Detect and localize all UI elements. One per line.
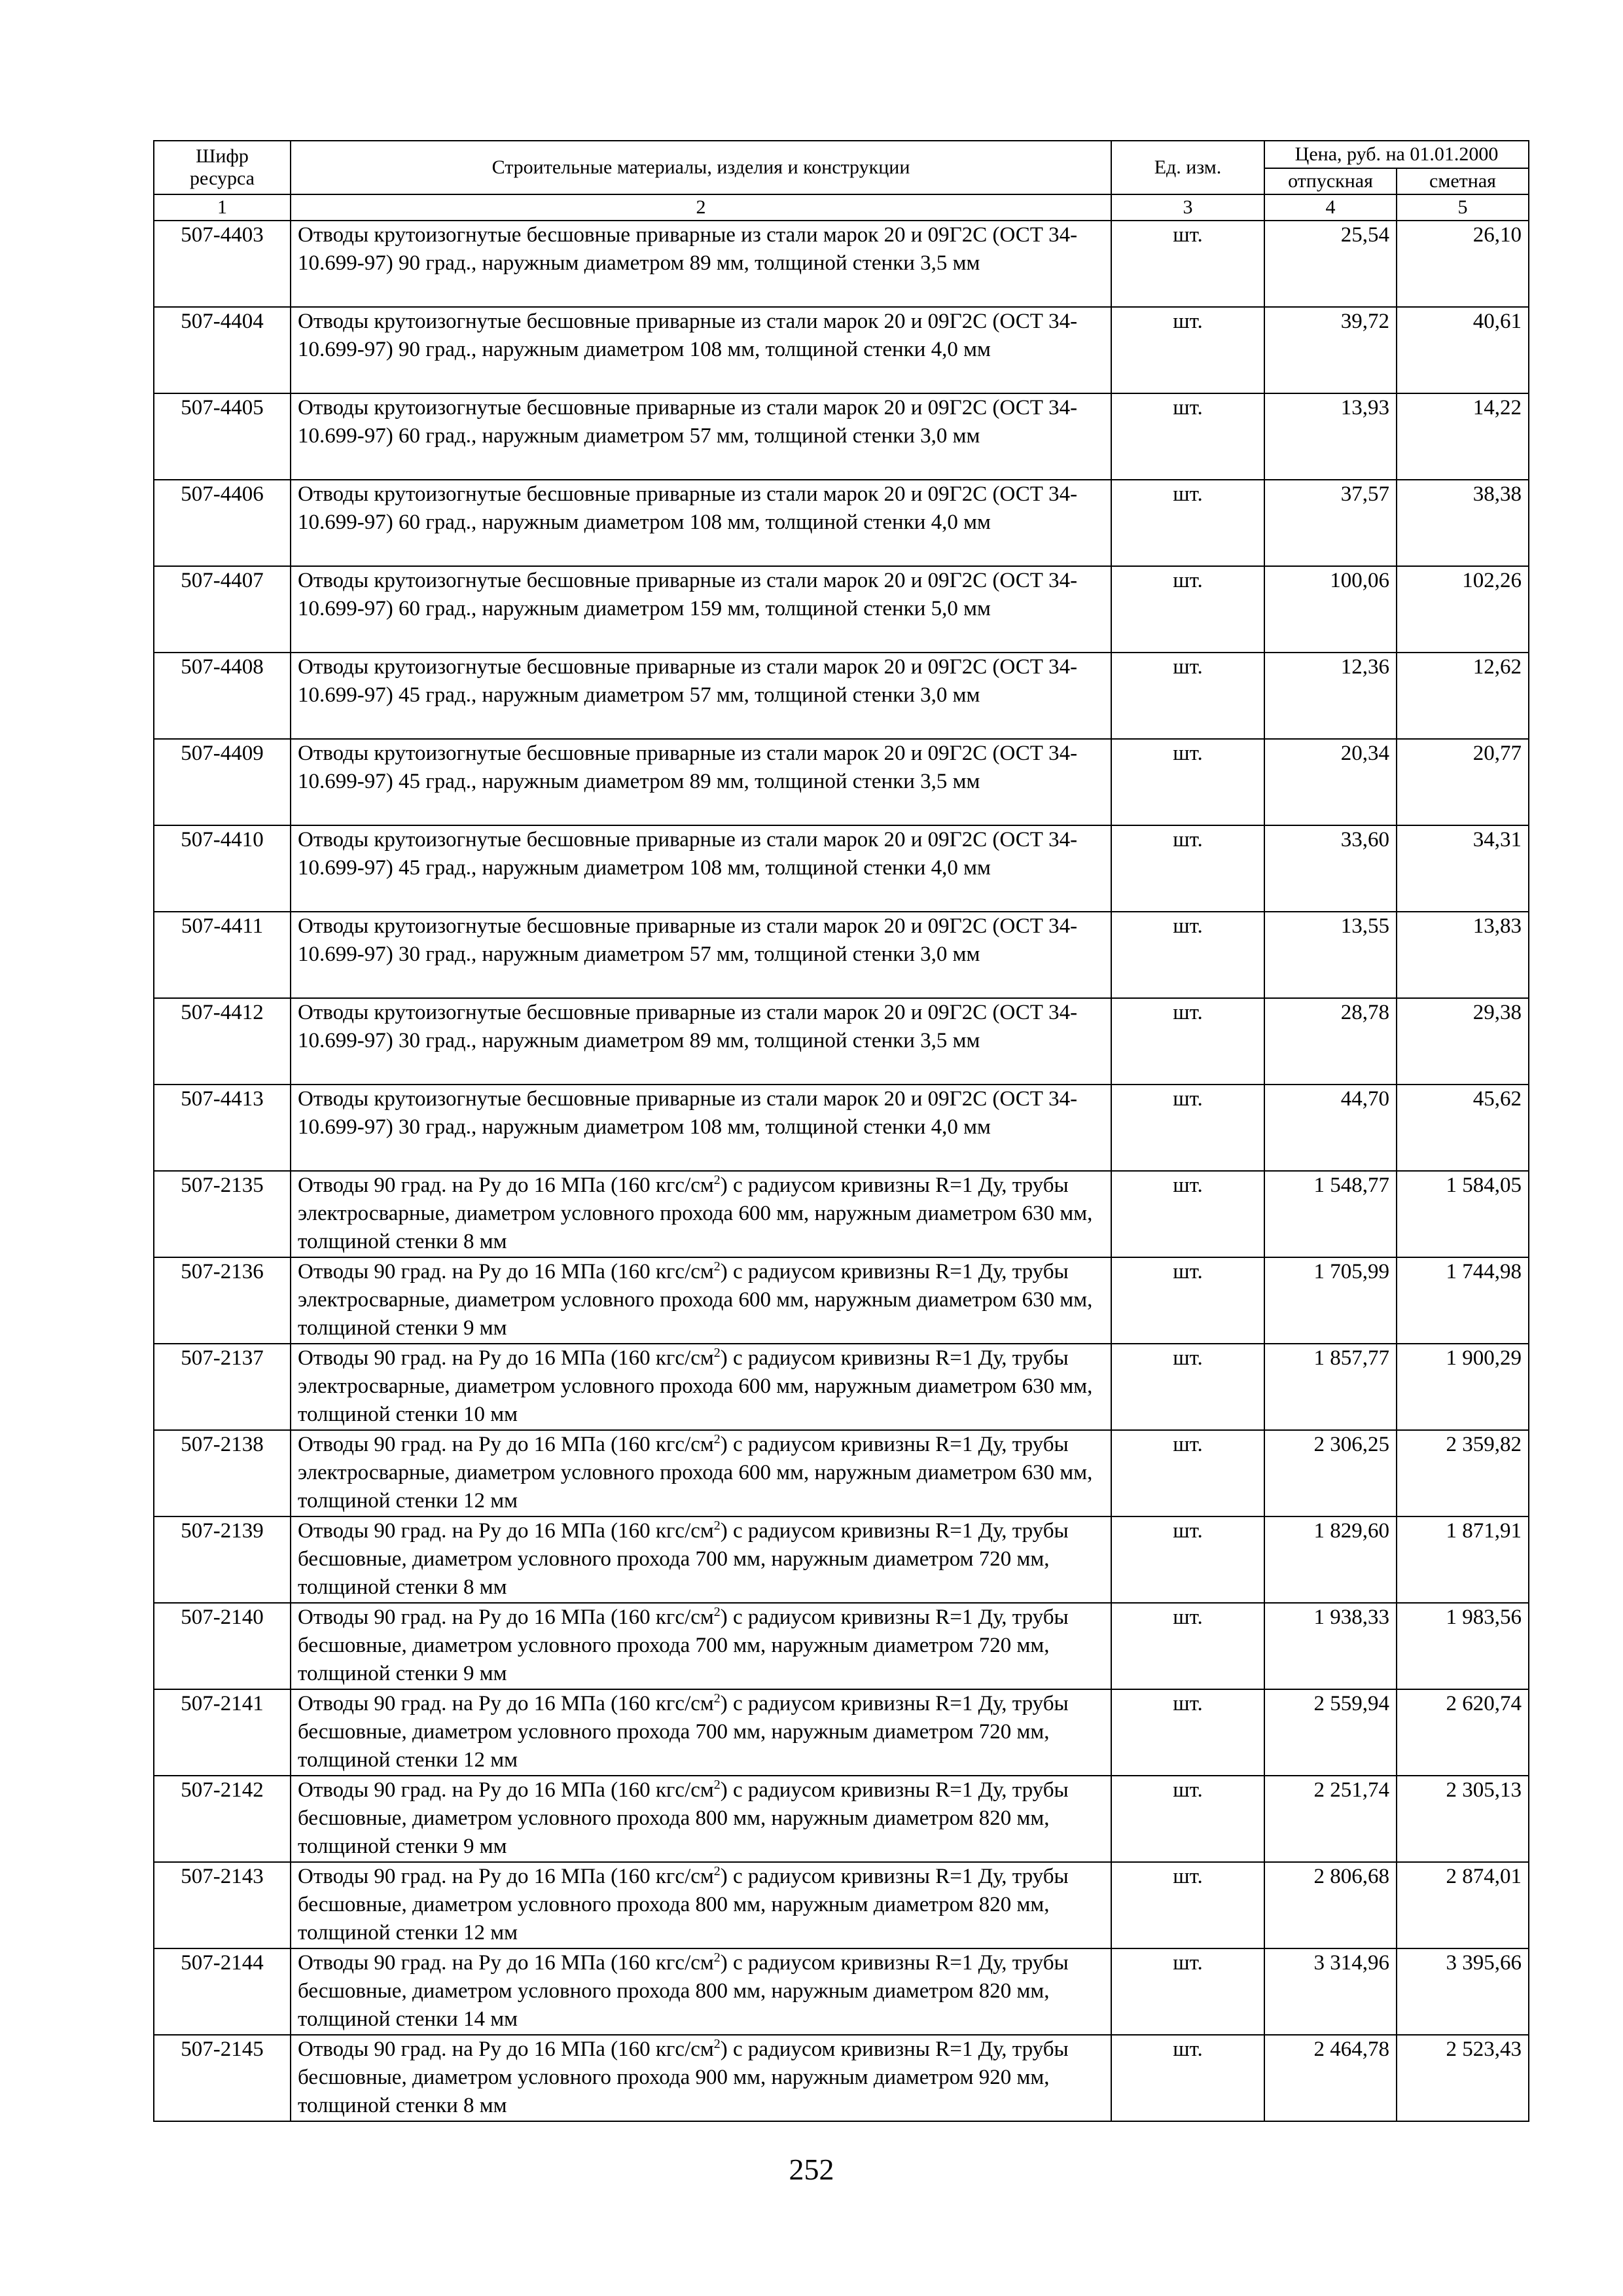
material-description: Отводы крутоизогнутые бесшовные приварные из стали марок 20 и 09Г2С (ОСТ 34-10.699-97) 45 град., наружным диаметром 89 мм, толщиной стенки 3,5 мм — [291, 739, 1111, 825]
unit-of-measure: шт. — [1111, 1776, 1264, 1862]
resource-code: 507-4405 — [154, 393, 291, 480]
unit-of-measure: шт. — [1111, 1085, 1264, 1171]
material-description: Отводы крутоизогнутые бесшовные приварные из стали марок 20 и 09Г2С (ОСТ 34-10.699-97) 30 град., наружным диаметром 108 мм, толщиной стенки 4,0 мм — [291, 1085, 1111, 1171]
unit-of-measure: шт. — [1111, 2035, 1264, 2121]
release-price: 39,72 — [1264, 307, 1397, 393]
resource-code: 507-4412 — [154, 998, 291, 1085]
resource-code: 507-4411 — [154, 912, 291, 998]
estimate-price: 40,61 — [1397, 307, 1529, 393]
material-description: Отводы 90 град. на Ру до 16 МПа (160 кгс/$см^2$) с радиусом кривизны R=1 Ду, трубы электросварные, диаметром условного прохода 600 мм, наружным диаметром 630 мм, толщиной стенки 9 мм — [291, 1257, 1111, 1344]
unit-of-measure: шт. — [1111, 1257, 1264, 1344]
material-description: Отводы 90 град. на Ру до 16 МПа (160 кгс/$см^2$) с радиусом кривизны R=1 Ду, трубы бесшовные, диаметром условного прохода 700 мм, наружным диаметром 720 мм, толщиной стенки 9 мм — [291, 1603, 1111, 1689]
estimate-price: 2 305,13 — [1397, 1776, 1529, 1862]
estimate-price: 3 395,66 — [1397, 1948, 1529, 2035]
material-description: Отводы 90 град. на Ру до 16 МПа (160 кгс/$см^2$) с радиусом кривизны R=1 Ду, трубы электросварные, диаметром условного прохода 600 мм, наружным диаметром 630 мм, толщиной стенки 8 мм — [291, 1171, 1111, 1257]
table-body — [154, 221, 1529, 2121]
unit-of-measure: шт. — [1111, 1689, 1264, 1776]
release-price: 20,34 — [1264, 739, 1397, 825]
estimate-price: 38,38 — [1397, 480, 1529, 566]
estimate-price: 2 874,01 — [1397, 1862, 1529, 1948]
material-description: Отводы крутоизогнутые бесшовные приварные из стали марок 20 и 09Г2С (ОСТ 34-10.699-97) 90 град., наружным диаметром 108 мм, толщиной стенки 4,0 мм — [291, 307, 1111, 393]
estimate-price: 2 620,74 — [1397, 1689, 1529, 1776]
resource-code: 507-4404 — [154, 307, 291, 393]
resource-code: 507-4410 — [154, 825, 291, 912]
unit-of-measure: шт. — [1111, 480, 1264, 566]
resource-code: 507-4408 — [154, 653, 291, 739]
column-numbers-row — [154, 194, 1529, 221]
estimate-price: 2 359,82 — [1397, 1430, 1529, 1516]
table-row — [154, 307, 1529, 393]
estimate-price: 26,10 — [1397, 221, 1529, 307]
table-row — [154, 1948, 1529, 2035]
resource-code: 507-2136 — [154, 1257, 291, 1344]
table-row — [154, 739, 1529, 825]
table-row — [154, 2035, 1529, 2121]
column-number: 1 — [154, 194, 291, 221]
estimate-price: 14,22 — [1397, 393, 1529, 480]
release-price: 1 829,60 — [1264, 1516, 1397, 1603]
table-row — [154, 1257, 1529, 1344]
resource-code: 507-4409 — [154, 739, 291, 825]
release-price: 25,54 — [1264, 221, 1397, 307]
material-description: Отводы 90 град. на Ру до 16 МПа (160 кгс/$см^2$) с радиусом кривизны R=1 Ду, трубы электросварные, диаметром условного прохода 600 мм, наружным диаметром 630 мм, толщиной стенки 12 мм — [291, 1430, 1111, 1516]
release-price: 2 251,74 — [1264, 1776, 1397, 1862]
column-number: 5 — [1397, 194, 1529, 221]
table-row — [154, 912, 1529, 998]
unit-of-measure: шт. — [1111, 1948, 1264, 2035]
page-number: 252 — [789, 2153, 834, 2186]
release-price: 13,55 — [1264, 912, 1397, 998]
table-row — [154, 1430, 1529, 1516]
column-number: 2 — [291, 194, 1111, 221]
material-description: Отводы крутоизогнутые бесшовные приварные из стали марок 20 и 09Г2С (ОСТ 34-10.699-97) 60 град., наружным диаметром 108 мм, толщиной стенки 4,0 мм — [291, 480, 1111, 566]
material-description: Отводы 90 град. на Ру до 16 МПа (160 кгс/$см^2$) с радиусом кривизны R=1 Ду, трубы бесшовные, диаметром условного прохода 800 мм, наружным диаметром 820 мм, толщиной стенки 12 мм — [291, 1862, 1111, 1948]
material-description: Отводы крутоизогнутые бесшовные приварные из стали марок 20 и 09Г2С (ОСТ 34-10.699-97) 45 град., наружным диаметром 57 мм, толщиной стенки 3,0 мм — [291, 653, 1111, 739]
material-description: Отводы 90 град. на Ру до 16 МПа (160 кгс/$см^2$) с радиусом кривизны R=1 Ду, трубы электросварные, диаметром условного прохода 600 мм, наружным диаметром 630 мм, толщиной стенки 10 мм — [291, 1344, 1111, 1430]
resource-code: 507-2135 — [154, 1171, 291, 1257]
release-price: 2 806,68 — [1264, 1862, 1397, 1948]
unit-of-measure: шт. — [1111, 912, 1264, 998]
material-description: Отводы 90 град. на Ру до 16 МПа (160 кгс/$см^2$) с радиусом кривизны R=1 Ду, трубы бесшовные, диаметром условного прохода 800 мм, наружным диаметром 820 мм, толщиной стенки 14 мм — [291, 1948, 1111, 2035]
estimate-price: 1 900,29 — [1397, 1344, 1529, 1430]
resource-code: 507-2138 — [154, 1430, 291, 1516]
material-description: Отводы крутоизогнутые бесшовные приварные из стали марок 20 и 09Г2С (ОСТ 34-10.699-97) 90 град., наружным диаметром 89 мм, толщиной стенки 3,5 мм — [291, 221, 1111, 307]
release-price: 1 938,33 — [1264, 1603, 1397, 1689]
header-estimate: сметная — [1397, 168, 1529, 194]
table-row — [154, 1171, 1529, 1257]
material-description: Отводы крутоизогнутые бесшовные приварные из стали марок 20 и 09Г2С (ОСТ 34-10.699-97) 45 град., наружным диаметром 108 мм, толщиной стенки 4,0 мм — [291, 825, 1111, 912]
table-header — [154, 141, 1529, 221]
material-description: Отводы крутоизогнутые бесшовные приварные из стали марок 20 и 09Г2С (ОСТ 34-10.699-97) 60 град., наружным диаметром 57 мм, толщиной стенки 3,0 мм — [291, 393, 1111, 480]
unit-of-measure: шт. — [1111, 653, 1264, 739]
unit-of-measure: шт. — [1111, 1344, 1264, 1430]
table-row — [154, 393, 1529, 480]
table-row — [154, 221, 1529, 307]
release-price: 44,70 — [1264, 1085, 1397, 1171]
material-description: Отводы крутоизогнутые бесшовные приварные из стали марок 20 и 09Г2С (ОСТ 34-10.699-97) 30 град., наружным диаметром 57 мм, толщиной стенки 3,0 мм — [291, 912, 1111, 998]
estimate-price: 1 983,56 — [1397, 1603, 1529, 1689]
table-row — [154, 1085, 1529, 1171]
release-price: 28,78 — [1264, 998, 1397, 1085]
release-price: 2 464,78 — [1264, 2035, 1397, 2121]
header-code: Шифр ресурса — [154, 141, 291, 194]
release-price: 33,60 — [1264, 825, 1397, 912]
table-row — [154, 1516, 1529, 1603]
material-description: Отводы 90 град. на Ру до 16 МПа (160 кгс/$см^2$) с радиусом кривизны R=1 Ду, трубы бесшовные, диаметром условного прохода 700 мм, наружным диаметром 720 мм, толщиной стенки 12 мм — [291, 1689, 1111, 1776]
release-price: 3 314,96 — [1264, 1948, 1397, 2035]
header-release: отпускная — [1264, 168, 1397, 194]
header-unit: Ед. изм. — [1111, 141, 1264, 194]
estimate-price: 1 871,91 — [1397, 1516, 1529, 1603]
resource-code: 507-2145 — [154, 2035, 291, 2121]
resource-code: 507-2143 — [154, 1862, 291, 1948]
estimate-price: 2 523,43 — [1397, 2035, 1529, 2121]
material-description: Отводы 90 град. на Ру до 16 МПа (160 кгс/$см^2$) с радиусом кривизны R=1 Ду, трубы бесшовные, диаметром условного прохода 800 мм, наружным диаметром 820 мм, толщиной стенки 9 мм — [291, 1776, 1111, 1862]
unit-of-measure: шт. — [1111, 221, 1264, 307]
unit-of-measure: шт. — [1111, 1171, 1264, 1257]
table-row — [154, 1603, 1529, 1689]
resource-code: 507-4407 — [154, 566, 291, 653]
price-table — [153, 140, 1529, 2122]
unit-of-measure: шт. — [1111, 307, 1264, 393]
resource-code: 507-2137 — [154, 1344, 291, 1430]
unit-of-measure: шт. — [1111, 739, 1264, 825]
unit-of-measure: шт. — [1111, 998, 1264, 1085]
resource-code: 507-4403 — [154, 221, 291, 307]
estimate-price: 20,77 — [1397, 739, 1529, 825]
unit-of-measure: шт. — [1111, 566, 1264, 653]
release-price: 37,57 — [1264, 480, 1397, 566]
estimate-price: 12,62 — [1397, 653, 1529, 739]
material-description: Отводы 90 град. на Ру до 16 МПа (160 кгс/$см^2$) с радиусом кривизны R=1 Ду, трубы бесшовные, диаметром условного прохода 700 мм, наружным диаметром 720 мм, толщиной стенки 8 мм — [291, 1516, 1111, 1603]
table-row — [154, 1344, 1529, 1430]
table-row — [154, 1689, 1529, 1776]
release-price: 2 306,25 — [1264, 1430, 1397, 1516]
resource-code: 507-2142 — [154, 1776, 291, 1862]
table-row — [154, 1862, 1529, 1948]
material-description: Отводы 90 град. на Ру до 16 МПа (160 кгс/$см^2$) с радиусом кривизны R=1 Ду, трубы бесшовные, диаметром условного прохода 900 мм, наружным диаметром 920 мм, толщиной стенки 8 мм — [291, 2035, 1111, 2121]
table-row — [154, 566, 1529, 653]
unit-of-measure: шт. — [1111, 1603, 1264, 1689]
unit-of-measure: шт. — [1111, 1862, 1264, 1948]
estimate-price: 1 584,05 — [1397, 1171, 1529, 1257]
estimate-price: 34,31 — [1397, 825, 1529, 912]
release-price: 1 705,99 — [1264, 1257, 1397, 1344]
table-row — [154, 998, 1529, 1085]
release-price: 1 857,77 — [1264, 1344, 1397, 1430]
material-description: Отводы крутоизогнутые бесшовные приварные из стали марок 20 и 09Г2С (ОСТ 34-10.699-97) 30 град., наружным диаметром 89 мм, толщиной стенки 3,5 мм — [291, 998, 1111, 1085]
header-materials: Строительные материалы, изделия и конструкции — [291, 141, 1111, 194]
estimate-price: 1 744,98 — [1397, 1257, 1529, 1344]
header-price: Цена, руб. на 01.01.2000 — [1264, 141, 1529, 168]
table-row — [154, 825, 1529, 912]
column-number: 4 — [1264, 194, 1397, 221]
release-price: 12,36 — [1264, 653, 1397, 739]
release-price: 13,93 — [1264, 393, 1397, 480]
unit-of-measure: шт. — [1111, 825, 1264, 912]
resource-code: 507-2144 — [154, 1948, 291, 2035]
material-description: Отводы крутоизогнутые бесшовные приварные из стали марок 20 и 09Г2С (ОСТ 34-10.699-97) 60 град., наружным диаметром 159 мм, толщиной стенки 5,0 мм — [291, 566, 1111, 653]
estimate-price: 45,62 — [1397, 1085, 1529, 1171]
estimate-price: 102,26 — [1397, 566, 1529, 653]
resource-code: 507-2141 — [154, 1689, 291, 1776]
resource-code: 507-2140 — [154, 1603, 291, 1689]
unit-of-measure: шт. — [1111, 1516, 1264, 1603]
table-row — [154, 480, 1529, 566]
resource-code: 507-4413 — [154, 1085, 291, 1171]
release-price: 100,06 — [1264, 566, 1397, 653]
unit-of-measure: шт. — [1111, 393, 1264, 480]
unit-of-measure: шт. — [1111, 1430, 1264, 1516]
column-number: 3 — [1111, 194, 1264, 221]
table-row — [154, 1776, 1529, 1862]
release-price: 1 548,77 — [1264, 1171, 1397, 1257]
resource-code: 507-2139 — [154, 1516, 291, 1603]
release-price: 2 559,94 — [1264, 1689, 1397, 1776]
estimate-price: 29,38 — [1397, 998, 1529, 1085]
resource-code: 507-4406 — [154, 480, 291, 566]
estimate-price: 13,83 — [1397, 912, 1529, 998]
table-row — [154, 653, 1529, 739]
